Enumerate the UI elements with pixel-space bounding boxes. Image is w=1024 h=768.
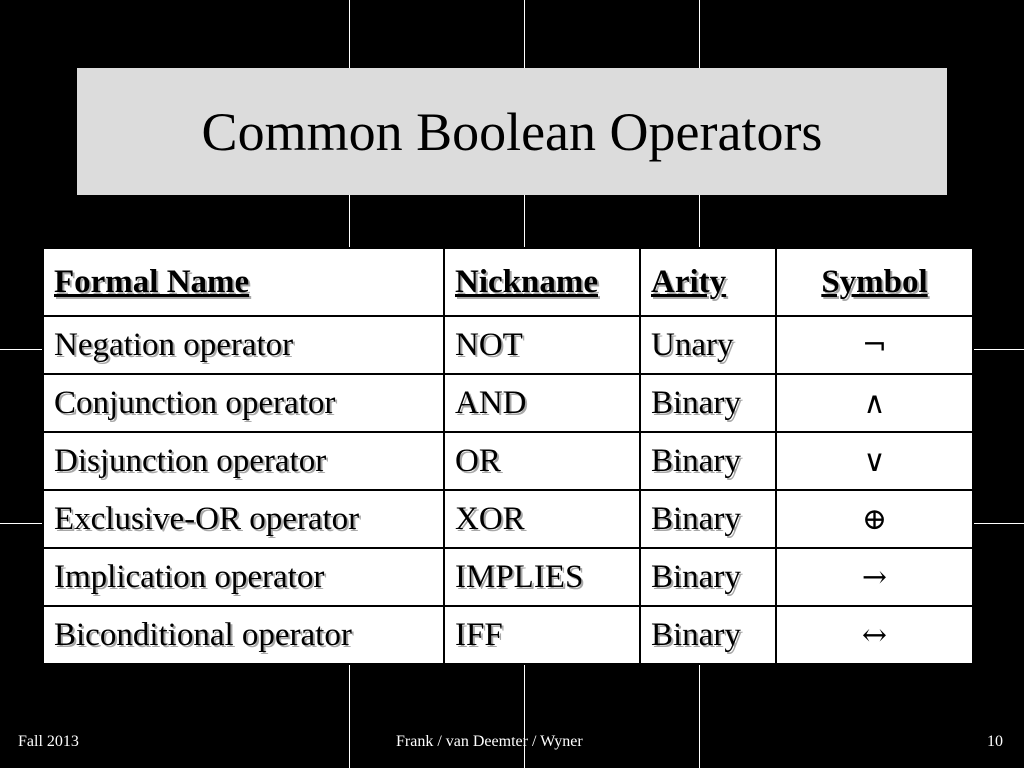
cell-formal-name: Disjunction operator (43, 432, 444, 490)
cell-arity: Binary (640, 374, 776, 432)
cell-formal-name: Negation operator (43, 316, 444, 374)
cell-nickname: NOT (444, 316, 640, 374)
header-symbol: Symbol (776, 248, 973, 316)
cell-symbol: ∨ (776, 432, 973, 490)
cell-nickname: OR (444, 432, 640, 490)
table-row (43, 490, 973, 548)
footer-date: Fall 2013 (18, 733, 79, 750)
cell-symbol: ∧ (776, 374, 973, 432)
cell-arity: Unary (640, 316, 776, 374)
header-formal-name: Formal Name (43, 248, 444, 316)
cell-arity: Binary (640, 606, 776, 664)
cell-arity: Binary (640, 490, 776, 548)
cell-formal-name: Biconditional operator (43, 606, 444, 664)
table-row (43, 606, 973, 664)
title-box (77, 68, 947, 195)
table-row (43, 316, 973, 374)
cell-arity: Binary (640, 432, 776, 490)
table-row (43, 374, 973, 432)
page-number: 10 (987, 733, 1003, 750)
cell-nickname: XOR (444, 490, 640, 548)
cell-arity: Binary (640, 548, 776, 606)
operators-table (42, 247, 974, 665)
footer-authors: Frank / van Deemter / Wyner (396, 733, 583, 750)
cell-formal-name: Exclusive-OR operator (43, 490, 444, 548)
cell-symbol: ↔ (776, 606, 973, 664)
cell-nickname: AND (444, 374, 640, 432)
slide-title: Common Boolean Operators (201, 101, 823, 162)
table-row (43, 432, 973, 490)
table-row (43, 548, 973, 606)
cell-nickname: IFF (444, 606, 640, 664)
cell-symbol: ¬ (776, 316, 973, 374)
cell-formal-name: Implication operator (43, 548, 444, 606)
header-nickname: Nickname (444, 248, 640, 316)
cell-formal-name: Conjunction operator (43, 374, 444, 432)
cell-nickname: IMPLIES (444, 548, 640, 606)
cell-symbol: → (776, 548, 973, 606)
cell-symbol: ⊕ (776, 490, 973, 548)
header-arity: Arity (640, 248, 776, 316)
table-header-row (43, 248, 973, 316)
